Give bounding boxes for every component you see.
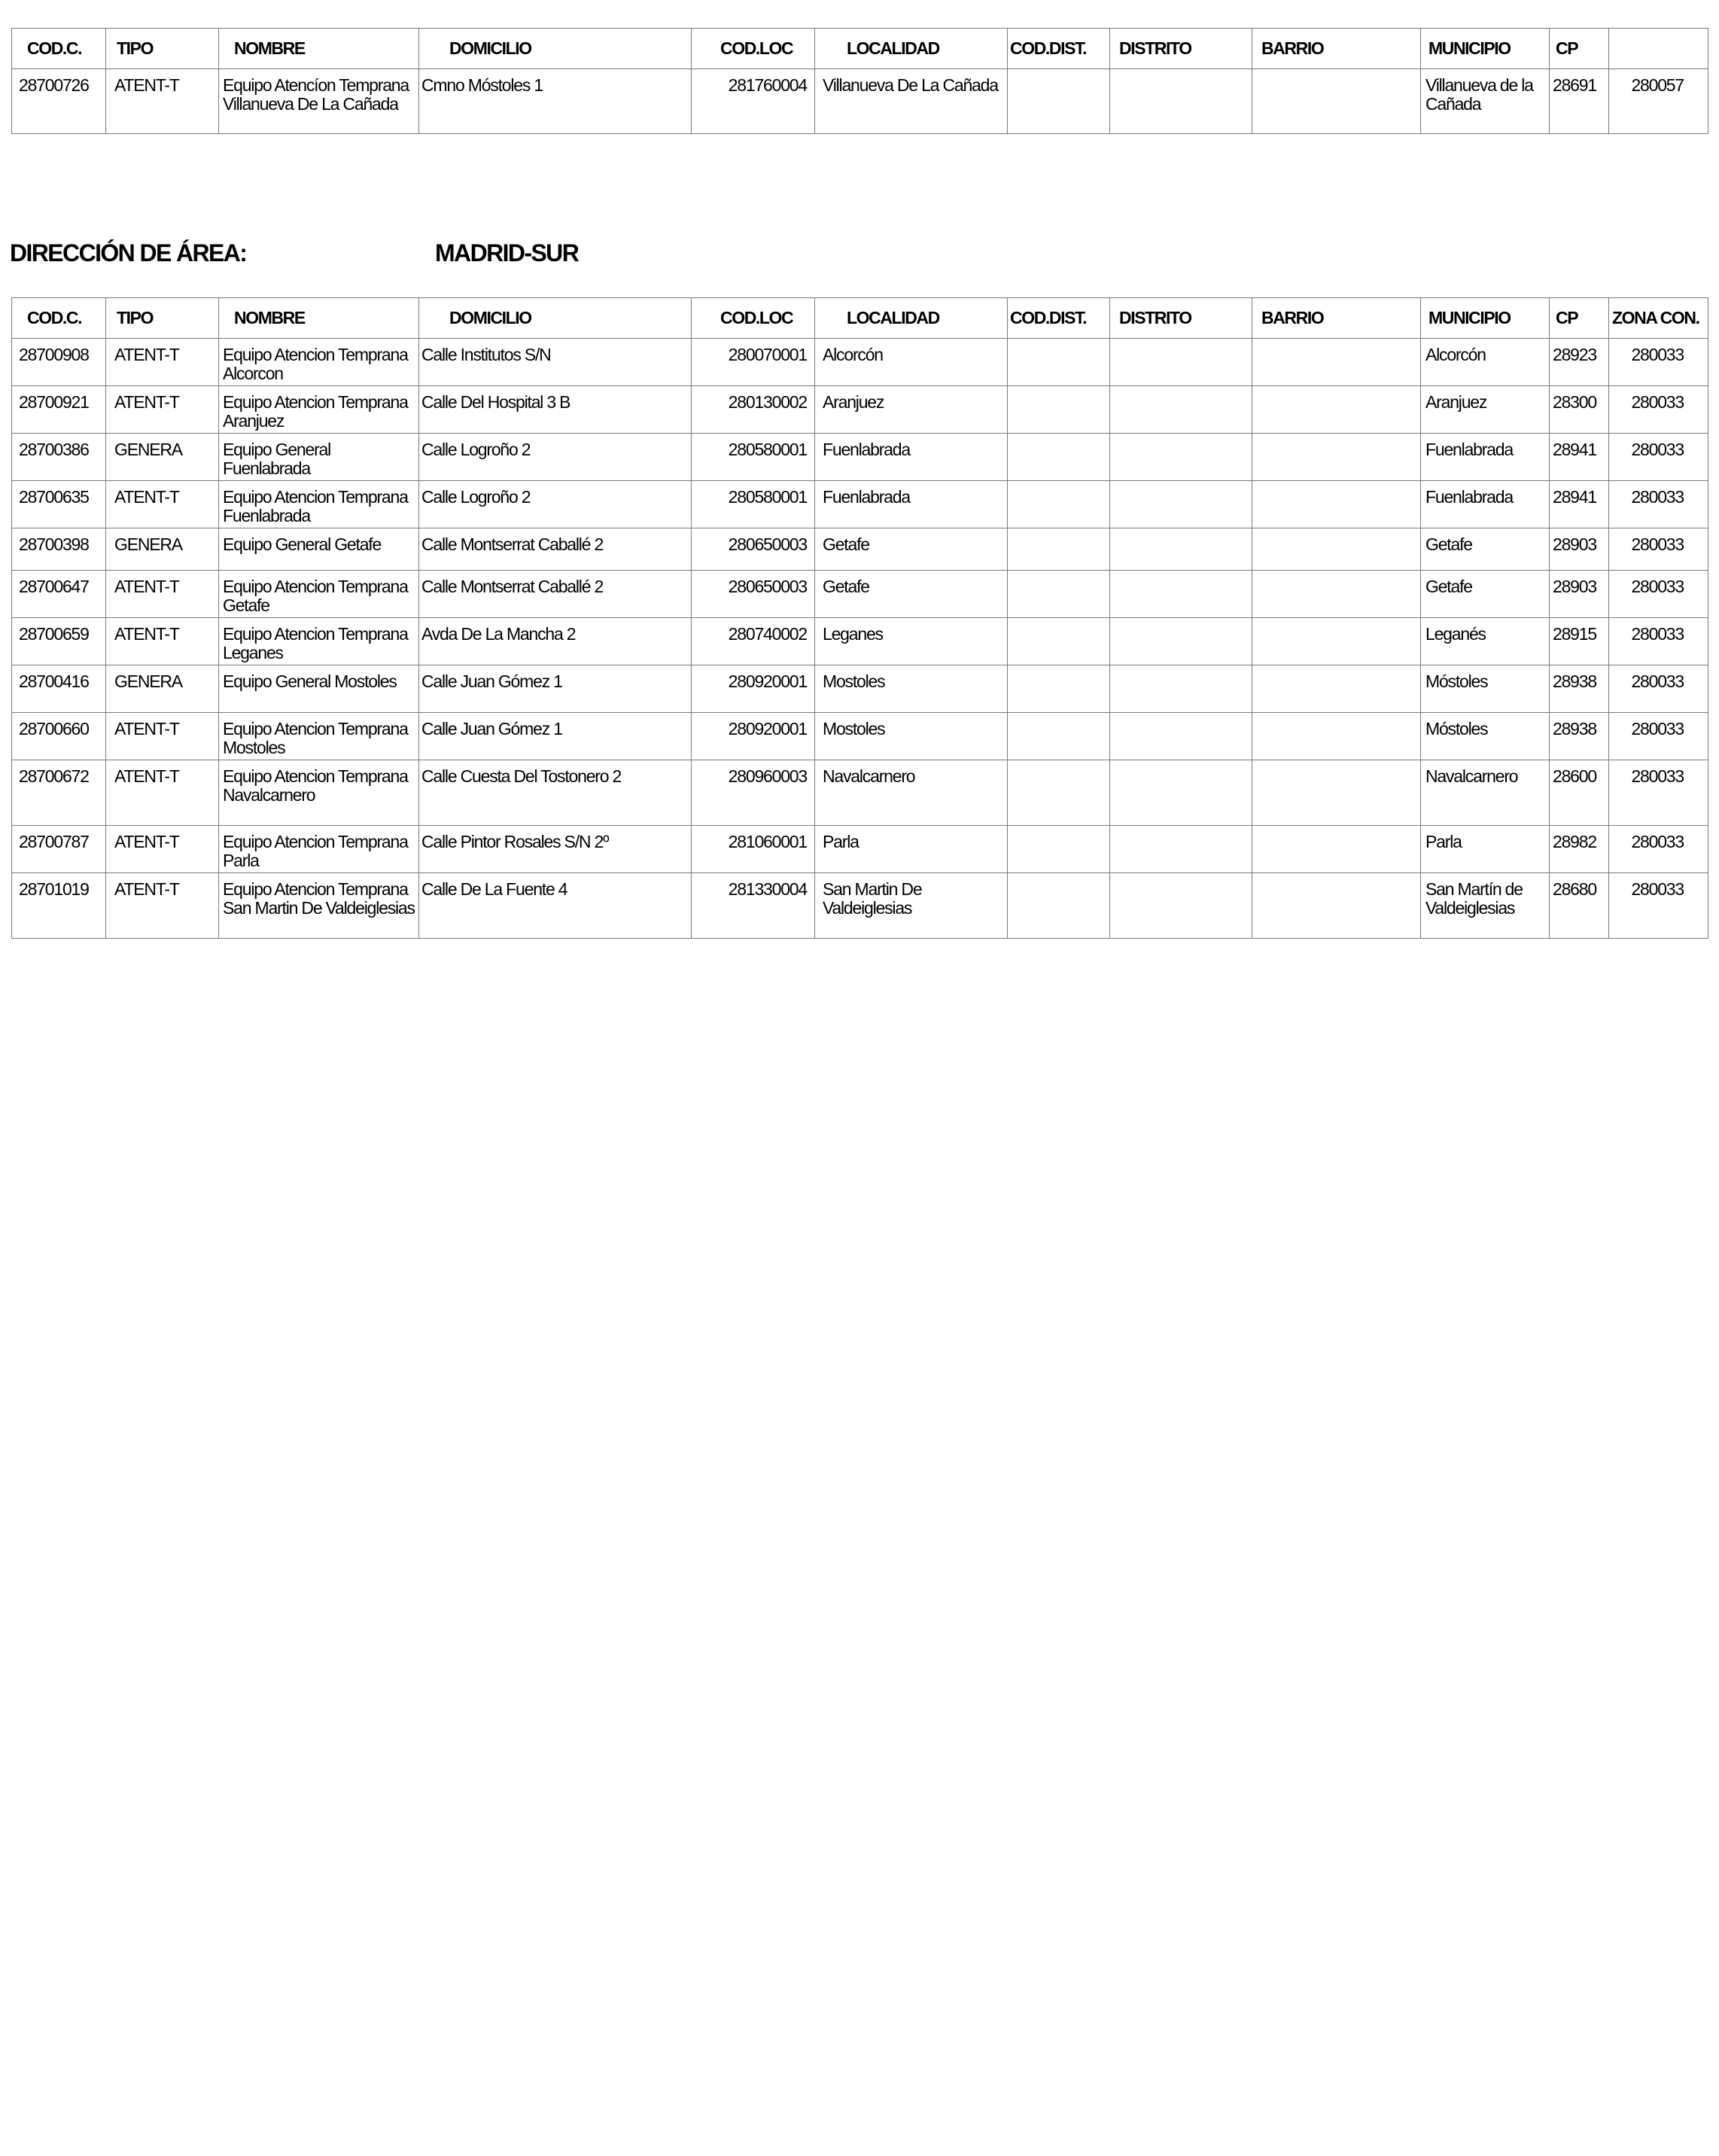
cell-codc: 28701019 <box>19 879 89 899</box>
main-table <box>11 297 1708 939</box>
cell-codloc: 281760004 <box>728 75 807 95</box>
cell-codloc: 280920001 <box>728 719 807 738</box>
cell-nombre: Equipo Atencion Temprana Mostoles <box>223 719 408 757</box>
table-row <box>12 528 1708 571</box>
cell-nombre: Equipo General Mostoles <box>223 671 397 691</box>
cell-distrito <box>1110 434 1252 440</box>
cell-codc: 28700398 <box>19 534 89 554</box>
cell-cp: 28903 <box>1553 577 1596 596</box>
cell-tipo: GENERA <box>114 440 182 459</box>
cell-barrio <box>1252 826 1420 833</box>
col-header-localidad: LOCALIDAD <box>815 29 1008 69</box>
cell-zona: 280033 <box>1631 624 1684 644</box>
cell-nombre: Equipo Atencion Temprana Navalcarnero <box>223 766 408 805</box>
col-header-domicilio: DOMICILIO <box>419 29 692 69</box>
cell-localidad: Fuenlabrada <box>823 487 910 507</box>
cell-localidad: Aranjuez <box>823 392 884 412</box>
table-row <box>12 713 1708 760</box>
cell-nombre: Equipo Atencion Temprana Parla <box>223 832 408 870</box>
cell-municipio: Fuenlabrada <box>1425 487 1513 507</box>
cell-coddist <box>1008 571 1109 577</box>
cell-coddist <box>1008 339 1109 346</box>
cell-municipio: Aranjuez <box>1425 392 1487 412</box>
cell-distrito <box>1110 665 1252 672</box>
cell-distrito <box>1110 481 1252 488</box>
cell-zona: 280033 <box>1631 671 1684 691</box>
cell-coddist <box>1008 434 1109 440</box>
cell-barrio <box>1252 618 1420 625</box>
cell-coddist <box>1008 826 1109 833</box>
cell-domicilio: Cmno Móstoles 1 <box>421 75 543 95</box>
top-table-body <box>12 69 1708 134</box>
cell-localidad: Mostoles <box>823 719 885 738</box>
cell-zona: 280033 <box>1631 766 1684 786</box>
cell-codc: 28700726 <box>19 75 89 95</box>
cell-localidad: Fuenlabrada <box>823 440 910 459</box>
cell-barrio <box>1252 665 1420 672</box>
cell-barrio <box>1252 69 1420 76</box>
table-row <box>12 760 1708 826</box>
cell-nombre: Equipo Atencion Temprana Alcorcon <box>223 345 408 383</box>
col-header-municipio: MUNICIPIO <box>1421 298 1550 339</box>
cell-barrio <box>1252 339 1420 346</box>
area-heading <box>10 239 578 267</box>
col-header-barrio: BARRIO <box>1252 29 1421 69</box>
cell-localidad: Getafe <box>823 534 869 554</box>
cell-tipo: ATENT-T <box>114 624 179 644</box>
table-row <box>12 873 1708 939</box>
col-header-municipio: MUNICIPIO <box>1421 29 1550 69</box>
cell-codloc: 280580001 <box>728 487 807 507</box>
cell-zona: 280033 <box>1631 719 1684 738</box>
cell-zona: 280033 <box>1631 879 1684 899</box>
cell-distrito <box>1110 760 1252 767</box>
table-row <box>12 826 1708 873</box>
cell-tipo: GENERA <box>114 671 182 691</box>
cell-domicilio: Calle Juan Gómez 1 <box>421 719 562 738</box>
col-header-coddist: COD.DIST. <box>1008 298 1110 339</box>
cell-nombre: Equipo Atencíon Temprana Villanueva De La Cañada <box>223 75 409 114</box>
table-row <box>12 434 1708 481</box>
cell-barrio <box>1252 571 1420 577</box>
cell-municipio: Parla <box>1425 832 1462 851</box>
cell-municipio: Móstoles <box>1425 671 1488 691</box>
cell-nombre: Equipo Atencion Temprana San Martin De Valdeiglesias <box>223 879 415 918</box>
cell-codc: 28700787 <box>19 832 89 851</box>
cell-tipo: ATENT-T <box>114 75 179 95</box>
cell-tipo: GENERA <box>114 534 182 554</box>
cell-distrito <box>1110 386 1252 393</box>
cell-domicilio: Avda De La Mancha 2 <box>421 624 576 644</box>
table-row <box>12 571 1708 618</box>
cell-cp: 28923 <box>1553 345 1596 364</box>
cell-codloc: 280650003 <box>728 577 807 596</box>
cell-localidad: Leganes <box>823 624 883 644</box>
col-header-tipo: TIPO <box>106 29 219 69</box>
col-header-localidad: LOCALIDAD <box>815 298 1008 339</box>
cell-nombre: Equipo General Fuenlabrada <box>223 440 331 478</box>
cell-cp: 28941 <box>1553 440 1596 459</box>
cell-domicilio: Calle Cuesta Del Tostonero 2 <box>421 766 622 786</box>
cell-domicilio: Calle Pintor Rosales S/N 2º <box>421 832 609 851</box>
cell-tipo: ATENT-T <box>114 392 179 412</box>
cell-cp: 28938 <box>1553 719 1596 738</box>
cell-codc: 28700635 <box>19 487 89 507</box>
cell-coddist <box>1008 481 1109 488</box>
col-header-codc: COD.C. <box>12 29 106 69</box>
cell-zona: 280033 <box>1631 832 1684 851</box>
cell-municipio: Villanueva de la Cañada <box>1425 75 1533 114</box>
cell-tipo: ATENT-T <box>114 345 179 364</box>
cell-nombre: Equipo Atencion Temprana Leganes <box>223 624 408 662</box>
cell-codc: 28700672 <box>19 766 89 786</box>
cell-domicilio: Calle Del Hospital 3 B <box>421 392 570 412</box>
cell-cp: 28915 <box>1553 624 1596 644</box>
col-header-codloc: COD.LOC <box>692 29 815 69</box>
cell-localidad: Getafe <box>823 577 869 596</box>
cell-nombre: Equipo General Getafe <box>223 534 382 554</box>
cell-localidad: San Martin De Valdeiglesias <box>823 879 922 918</box>
top-table <box>11 28 1708 134</box>
cell-nombre: Equipo Atencion Temprana Fuenlabrada <box>223 487 408 525</box>
col-header-coddist: COD.DIST. <box>1008 29 1110 69</box>
cell-localidad: Alcorcón <box>823 345 883 364</box>
cell-domicilio: Calle Juan Gómez 1 <box>421 671 562 691</box>
cell-distrito <box>1110 528 1252 535</box>
cell-tipo: ATENT-T <box>114 487 179 507</box>
col-header-distrito: DISTRITO <box>1110 29 1252 69</box>
cell-distrito <box>1110 339 1252 346</box>
cell-barrio <box>1252 528 1420 535</box>
cell-barrio <box>1252 760 1420 767</box>
cell-barrio <box>1252 481 1420 488</box>
main-table-header-row <box>12 298 1708 339</box>
col-header-zona-empty <box>1609 29 1708 69</box>
cell-codc: 28700647 <box>19 577 89 596</box>
cell-codloc: 281330004 <box>728 879 807 899</box>
cell-cp: 28300 <box>1553 392 1596 412</box>
col-header-nombre: NOMBRE <box>219 29 419 69</box>
cell-cp: 28941 <box>1553 487 1596 507</box>
cell-domicilio: Calle Montserrat Caballé 2 <box>421 577 604 596</box>
cell-codloc: 280580001 <box>728 440 807 459</box>
cell-domicilio: Calle Logroño 2 <box>421 487 531 507</box>
cell-domicilio: Calle Institutos S/N <box>421 345 551 364</box>
cell-coddist <box>1008 69 1109 76</box>
cell-zona: 280033 <box>1631 487 1684 507</box>
cell-codc: 28700908 <box>19 345 89 364</box>
area-value: MADRID-SUR <box>435 239 579 266</box>
cell-barrio <box>1252 713 1420 720</box>
cell-coddist <box>1008 760 1109 767</box>
cell-cp: 28691 <box>1553 75 1596 95</box>
cell-coddist <box>1008 528 1109 535</box>
cell-zona: 280057 <box>1631 75 1684 95</box>
cell-barrio <box>1252 434 1420 440</box>
cell-localidad: Navalcarnero <box>823 766 915 786</box>
table-row <box>12 339 1708 386</box>
cell-distrito <box>1110 826 1252 833</box>
cell-distrito <box>1110 571 1252 577</box>
cell-localidad: Parla <box>823 832 859 851</box>
top-table-header-row <box>12 29 1708 69</box>
table-row <box>12 618 1708 665</box>
cell-distrito <box>1110 618 1252 625</box>
col-header-codc: COD.C. <box>12 298 106 339</box>
col-header-zona: ZONA CON. <box>1609 298 1708 339</box>
cell-codloc: 280650003 <box>728 534 807 554</box>
col-header-cp: CP <box>1550 298 1609 339</box>
cell-municipio: San Martín de Valdeiglesias <box>1425 879 1523 918</box>
col-header-nombre: NOMBRE <box>219 298 419 339</box>
cell-municipio: Navalcarnero <box>1425 766 1518 786</box>
cell-zona: 280033 <box>1631 577 1684 596</box>
col-header-distrito: DISTRITO <box>1110 298 1252 339</box>
cell-nombre: Equipo Atencion Temprana Aranjuez <box>223 392 408 431</box>
cell-municipio: Alcorcón <box>1425 345 1486 364</box>
area-label: DIRECCIÓN DE ÁREA: <box>10 239 247 266</box>
cell-tipo: ATENT-T <box>114 832 179 851</box>
col-header-barrio: BARRIO <box>1252 298 1421 339</box>
cell-zona: 280033 <box>1631 534 1684 554</box>
table-row <box>12 665 1708 713</box>
cell-municipio: Getafe <box>1425 534 1472 554</box>
cell-municipio: Fuenlabrada <box>1425 440 1513 459</box>
cell-distrito <box>1110 69 1252 76</box>
col-header-codloc: COD.LOC <box>692 298 815 339</box>
col-header-domicilio: DOMICILIO <box>419 298 692 339</box>
table-row <box>12 386 1708 434</box>
cell-municipio: Getafe <box>1425 577 1472 596</box>
cell-zona: 280033 <box>1631 392 1684 412</box>
cell-distrito <box>1110 873 1252 880</box>
cell-barrio <box>1252 386 1420 393</box>
cell-cp: 28903 <box>1553 534 1596 554</box>
cell-tipo: ATENT-T <box>114 879 179 899</box>
cell-coddist <box>1008 713 1109 720</box>
table-row <box>12 481 1708 528</box>
cell-codc: 28700660 <box>19 719 89 738</box>
cell-coddist <box>1008 665 1109 672</box>
cell-barrio <box>1252 873 1420 880</box>
cell-codloc: 280070001 <box>728 345 807 364</box>
cell-codloc: 280920001 <box>728 671 807 691</box>
table-row <box>12 69 1708 134</box>
cell-codc: 28700386 <box>19 440 89 459</box>
cell-codc: 28700416 <box>19 671 89 691</box>
cell-distrito <box>1110 713 1252 720</box>
cell-cp: 28938 <box>1553 671 1596 691</box>
cell-nombre: Equipo Atencion Temprana Getafe <box>223 577 408 615</box>
cell-tipo: ATENT-T <box>114 577 179 596</box>
cell-codloc: 280130002 <box>728 392 807 412</box>
cell-municipio: Leganés <box>1425 624 1486 644</box>
cell-zona: 280033 <box>1631 345 1684 364</box>
cell-municipio: Móstoles <box>1425 719 1488 738</box>
cell-tipo: ATENT-T <box>114 766 179 786</box>
cell-coddist <box>1008 386 1109 393</box>
cell-coddist <box>1008 873 1109 880</box>
cell-codloc: 280960003 <box>728 766 807 786</box>
cell-tipo: ATENT-T <box>114 719 179 738</box>
cell-domicilio: Calle Montserrat Caballé 2 <box>421 534 604 554</box>
cell-codc: 28700921 <box>19 392 89 412</box>
col-header-tipo: TIPO <box>106 298 219 339</box>
cell-domicilio: Calle Logroño 2 <box>421 440 531 459</box>
col-header-cp: CP <box>1550 29 1609 69</box>
main-table-body <box>12 339 1708 939</box>
cell-coddist <box>1008 618 1109 625</box>
cell-codloc: 281060001 <box>728 832 807 851</box>
cell-codloc: 280740002 <box>728 624 807 644</box>
cell-cp: 28680 <box>1553 879 1596 899</box>
cell-localidad: Mostoles <box>823 671 885 691</box>
cell-cp: 28600 <box>1553 766 1596 786</box>
cell-cp: 28982 <box>1553 832 1596 851</box>
cell-domicilio: Calle De La Fuente 4 <box>421 879 567 899</box>
cell-codc: 28700659 <box>19 624 89 644</box>
cell-localidad: Villanueva De La Cañada <box>823 75 998 95</box>
cell-zona: 280033 <box>1631 440 1684 459</box>
